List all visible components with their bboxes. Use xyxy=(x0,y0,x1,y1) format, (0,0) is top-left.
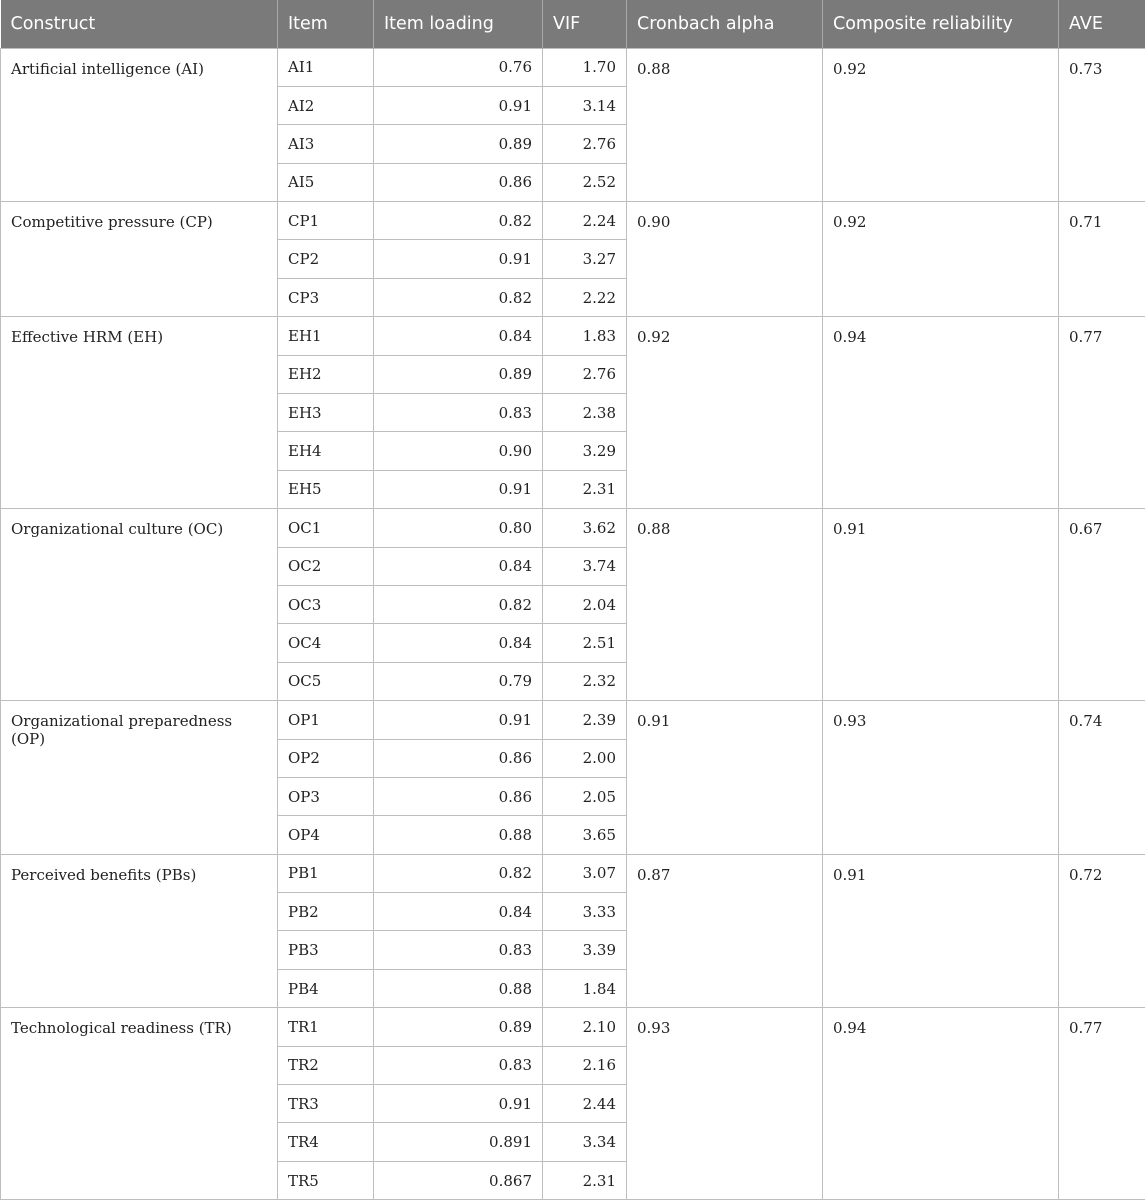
item-loading-cell: 0.82 xyxy=(374,202,543,240)
vif-cell: 1.84 xyxy=(543,969,627,1007)
item-cell: EH2 xyxy=(278,355,374,393)
table-row xyxy=(1,317,1145,355)
item-loading-cell: 0.84 xyxy=(374,317,543,355)
item-loading-cell: 0.88 xyxy=(374,969,543,1007)
item-loading-cell: 0.91 xyxy=(374,470,543,508)
cronbach-alpha-cell: 0.92 xyxy=(627,317,823,509)
vif-cell: 2.32 xyxy=(543,662,627,700)
vif-cell: 2.31 xyxy=(543,1161,627,1199)
table-header xyxy=(1,0,1145,48)
vif-cell: 3.62 xyxy=(543,509,627,547)
construct-cell: Technological readiness (TR) xyxy=(1,1008,278,1200)
item-loading-cell: 0.88 xyxy=(374,816,543,854)
item-loading-cell: 0.76 xyxy=(374,48,543,86)
ave-cell: 0.74 xyxy=(1059,701,1145,855)
ave-cell: 0.73 xyxy=(1059,48,1145,202)
table-row xyxy=(1,48,1145,86)
table-body xyxy=(1,48,1145,1200)
vif-cell: 2.44 xyxy=(543,1085,627,1123)
item-cell: OC3 xyxy=(278,585,374,623)
construct-cell: Artificial intelligence (AI) xyxy=(1,48,278,202)
item-loading-cell: 0.83 xyxy=(374,931,543,969)
item-cell: TR3 xyxy=(278,1085,374,1123)
item-loading-cell: 0.84 xyxy=(374,893,543,931)
construct-cell: Organizational preparedness (OP) xyxy=(1,701,278,855)
item-cell: OC5 xyxy=(278,662,374,700)
item-loading-cell: 0.891 xyxy=(374,1123,543,1161)
ave-cell: 0.71 xyxy=(1059,202,1145,317)
cronbach-alpha-cell: 0.91 xyxy=(627,701,823,855)
table-row xyxy=(1,854,1145,892)
item-loading-cell: 0.84 xyxy=(374,624,543,662)
item-cell: OP2 xyxy=(278,739,374,777)
vif-cell: 2.52 xyxy=(543,163,627,201)
item-cell: EH1 xyxy=(278,317,374,355)
construct-cell: Perceived benefits (PBs) xyxy=(1,854,278,1008)
composite-reliability-cell: 0.92 xyxy=(823,48,1059,202)
vif-cell: 2.24 xyxy=(543,202,627,240)
item-cell: OC2 xyxy=(278,547,374,585)
vif-cell: 3.33 xyxy=(543,893,627,931)
vif-cell: 2.00 xyxy=(543,739,627,777)
cronbach-alpha-cell: 0.88 xyxy=(627,48,823,202)
item-loading-cell: 0.86 xyxy=(374,777,543,815)
construct-cell: Organizational culture (OC) xyxy=(1,509,278,701)
item-cell: AI1 xyxy=(278,48,374,86)
vif-cell: 3.27 xyxy=(543,240,627,278)
item-cell: TR4 xyxy=(278,1123,374,1161)
cronbach-alpha-cell: 0.93 xyxy=(627,1008,823,1200)
composite-reliability-cell: 0.94 xyxy=(823,1008,1059,1200)
item-cell: EH5 xyxy=(278,470,374,508)
ave-cell: 0.77 xyxy=(1059,317,1145,509)
item-loading-cell: 0.89 xyxy=(374,1008,543,1046)
vif-cell: 2.31 xyxy=(543,470,627,508)
vif-cell: 3.39 xyxy=(543,931,627,969)
item-loading-cell: 0.90 xyxy=(374,432,543,470)
composite-reliability-cell: 0.91 xyxy=(823,509,1059,701)
item-loading-cell: 0.91 xyxy=(374,1085,543,1123)
item-loading-cell: 0.86 xyxy=(374,163,543,201)
item-cell: CP3 xyxy=(278,278,374,316)
item-cell: PB2 xyxy=(278,893,374,931)
table-row xyxy=(1,509,1145,547)
composite-reliability-cell: 0.93 xyxy=(823,701,1059,855)
item-loading-cell: 0.91 xyxy=(374,86,543,124)
item-cell: EH4 xyxy=(278,432,374,470)
vif-cell: 1.83 xyxy=(543,317,627,355)
table-row xyxy=(1,701,1145,739)
header-vif: VIF xyxy=(543,0,627,48)
construct-cell: Competitive pressure (CP) xyxy=(1,202,278,317)
composite-reliability-cell: 0.91 xyxy=(823,854,1059,1008)
composite-reliability-cell: 0.94 xyxy=(823,317,1059,509)
header-item: Item xyxy=(278,0,374,48)
construct-cell: Effective HRM (EH) xyxy=(1,317,278,509)
item-cell: OC4 xyxy=(278,624,374,662)
item-cell: OP4 xyxy=(278,816,374,854)
header-cronbach-alpha: Cronbach alpha xyxy=(627,0,823,48)
table-row xyxy=(1,1008,1145,1046)
item-loading-cell: 0.83 xyxy=(374,1046,543,1084)
item-cell: AI2 xyxy=(278,86,374,124)
vif-cell: 2.16 xyxy=(543,1046,627,1084)
vif-cell: 3.65 xyxy=(543,816,627,854)
item-loading-cell: 0.867 xyxy=(374,1161,543,1199)
item-cell: PB1 xyxy=(278,854,374,892)
ave-cell: 0.77 xyxy=(1059,1008,1145,1200)
vif-cell: 2.76 xyxy=(543,125,627,163)
item-cell: TR5 xyxy=(278,1161,374,1199)
vif-cell: 3.34 xyxy=(543,1123,627,1161)
item-cell: TR2 xyxy=(278,1046,374,1084)
item-loading-cell: 0.80 xyxy=(374,509,543,547)
cronbach-alpha-cell: 0.88 xyxy=(627,509,823,701)
item-cell: EH3 xyxy=(278,394,374,432)
cronbach-alpha-cell: 0.87 xyxy=(627,854,823,1008)
item-cell: OP3 xyxy=(278,777,374,815)
item-loading-cell: 0.86 xyxy=(374,739,543,777)
vif-cell: 2.76 xyxy=(543,355,627,393)
header-construct: Construct xyxy=(1,0,278,48)
item-cell: OC1 xyxy=(278,509,374,547)
vif-cell: 2.38 xyxy=(543,394,627,432)
vif-cell: 2.22 xyxy=(543,278,627,316)
item-cell: CP2 xyxy=(278,240,374,278)
item-loading-cell: 0.89 xyxy=(374,355,543,393)
item-cell: AI3 xyxy=(278,125,374,163)
vif-cell: 3.14 xyxy=(543,86,627,124)
vif-cell: 3.07 xyxy=(543,854,627,892)
cronbach-alpha-cell: 0.90 xyxy=(627,202,823,317)
item-loading-cell: 0.91 xyxy=(374,240,543,278)
vif-cell: 2.51 xyxy=(543,624,627,662)
item-loading-cell: 0.82 xyxy=(374,278,543,316)
header-ave: AVE xyxy=(1059,0,1145,48)
vif-cell: 2.39 xyxy=(543,701,627,739)
item-loading-cell: 0.91 xyxy=(374,701,543,739)
ave-cell: 0.72 xyxy=(1059,854,1145,1008)
header-row xyxy=(1,0,1145,48)
item-cell: PB3 xyxy=(278,931,374,969)
item-cell: AI5 xyxy=(278,163,374,201)
item-cell: TR1 xyxy=(278,1008,374,1046)
ave-cell: 0.67 xyxy=(1059,509,1145,701)
item-loading-cell: 0.84 xyxy=(374,547,543,585)
header-item-loading: Item loading xyxy=(374,0,543,48)
item-loading-cell: 0.82 xyxy=(374,585,543,623)
vif-cell: 3.74 xyxy=(543,547,627,585)
item-cell: CP1 xyxy=(278,202,374,240)
vif-cell: 2.04 xyxy=(543,585,627,623)
item-cell: PB4 xyxy=(278,969,374,1007)
item-loading-cell: 0.83 xyxy=(374,394,543,432)
item-loading-cell: 0.89 xyxy=(374,125,543,163)
header-composite-reliability: Composite reliability xyxy=(823,0,1059,48)
vif-cell: 2.10 xyxy=(543,1008,627,1046)
item-loading-cell: 0.82 xyxy=(374,854,543,892)
vif-cell: 1.70 xyxy=(543,48,627,86)
table-row xyxy=(1,202,1145,240)
vif-cell: 2.05 xyxy=(543,777,627,815)
vif-cell: 3.29 xyxy=(543,432,627,470)
composite-reliability-cell: 0.92 xyxy=(823,202,1059,317)
item-cell: OP1 xyxy=(278,701,374,739)
item-loading-cell: 0.79 xyxy=(374,662,543,700)
